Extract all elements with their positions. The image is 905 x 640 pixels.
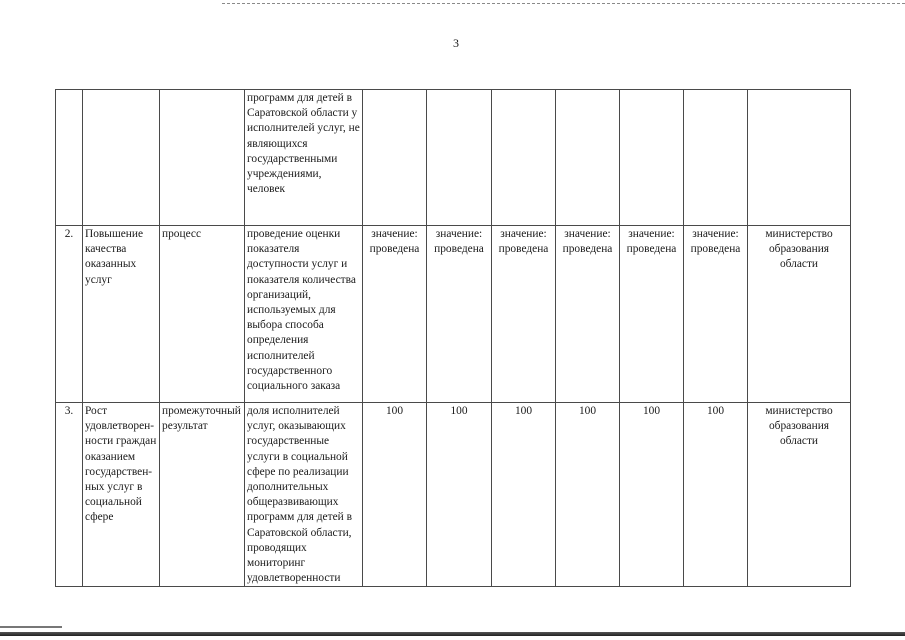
indicator-text: доля исполнителей услуг, оказывающих государственные услуги в социальной сфере по реализации дополнительных общеразвивающих программ для детей в Саратовской области, проводящих мониторинг удовлетворенности xyxy=(245,403,363,587)
value-cell: значение: проведена xyxy=(684,226,748,403)
value-cell: 100 xyxy=(620,403,684,587)
table-row xyxy=(56,90,851,226)
page-number: 3 xyxy=(453,36,459,50)
bottom-scan-rule xyxy=(0,632,905,636)
row-number xyxy=(56,90,83,226)
responsible-body xyxy=(748,90,851,226)
value-cell xyxy=(556,90,620,226)
value-cell xyxy=(684,90,748,226)
row-number: 3. xyxy=(56,403,83,587)
value-cell xyxy=(427,90,492,226)
top-scan-rule xyxy=(222,3,905,4)
result-name xyxy=(83,90,160,226)
value-cell: значение: проведена xyxy=(620,226,684,403)
result-name: Рост удовлетворен-ности граждан оказанием государствен-ных услуг в социальной сфере xyxy=(83,403,160,587)
value-cell xyxy=(620,90,684,226)
indicator-text: проведение оценки показателя доступности услуг и показателя количества организаций, используемых для выбора способа определения исполнителей государственного социального заказа xyxy=(245,226,363,403)
table-row xyxy=(56,226,851,403)
value-cell: значение: проведена xyxy=(492,226,556,403)
table-row xyxy=(56,403,851,587)
responsible-body: министерство образования области xyxy=(748,226,851,403)
value-cell: 100 xyxy=(363,403,427,587)
result-name: Повышение качества оказанных услуг xyxy=(83,226,160,403)
result-type: промежуточный результат xyxy=(160,403,245,587)
responsible-body: министерство образования области xyxy=(748,403,851,587)
value-cell: 100 xyxy=(427,403,492,587)
indicators-table xyxy=(55,89,851,587)
indicator-text: программ для детей в Саратовской области у исполнителей услуг, не являющихся государственными учреждениями, человек xyxy=(245,90,363,226)
value-cell: значение: проведена xyxy=(427,226,492,403)
row-number: 2. xyxy=(56,226,83,403)
result-type xyxy=(160,90,245,226)
value-cell: 100 xyxy=(556,403,620,587)
value-cell: значение: проведена xyxy=(363,226,427,403)
value-cell: 100 xyxy=(684,403,748,587)
scan-edge-mark xyxy=(0,626,62,628)
result-type: процесс xyxy=(160,226,245,403)
value-cell xyxy=(492,90,556,226)
value-cell: значение: проведена xyxy=(556,226,620,403)
value-cell: 100 xyxy=(492,403,556,587)
value-cell xyxy=(363,90,427,226)
